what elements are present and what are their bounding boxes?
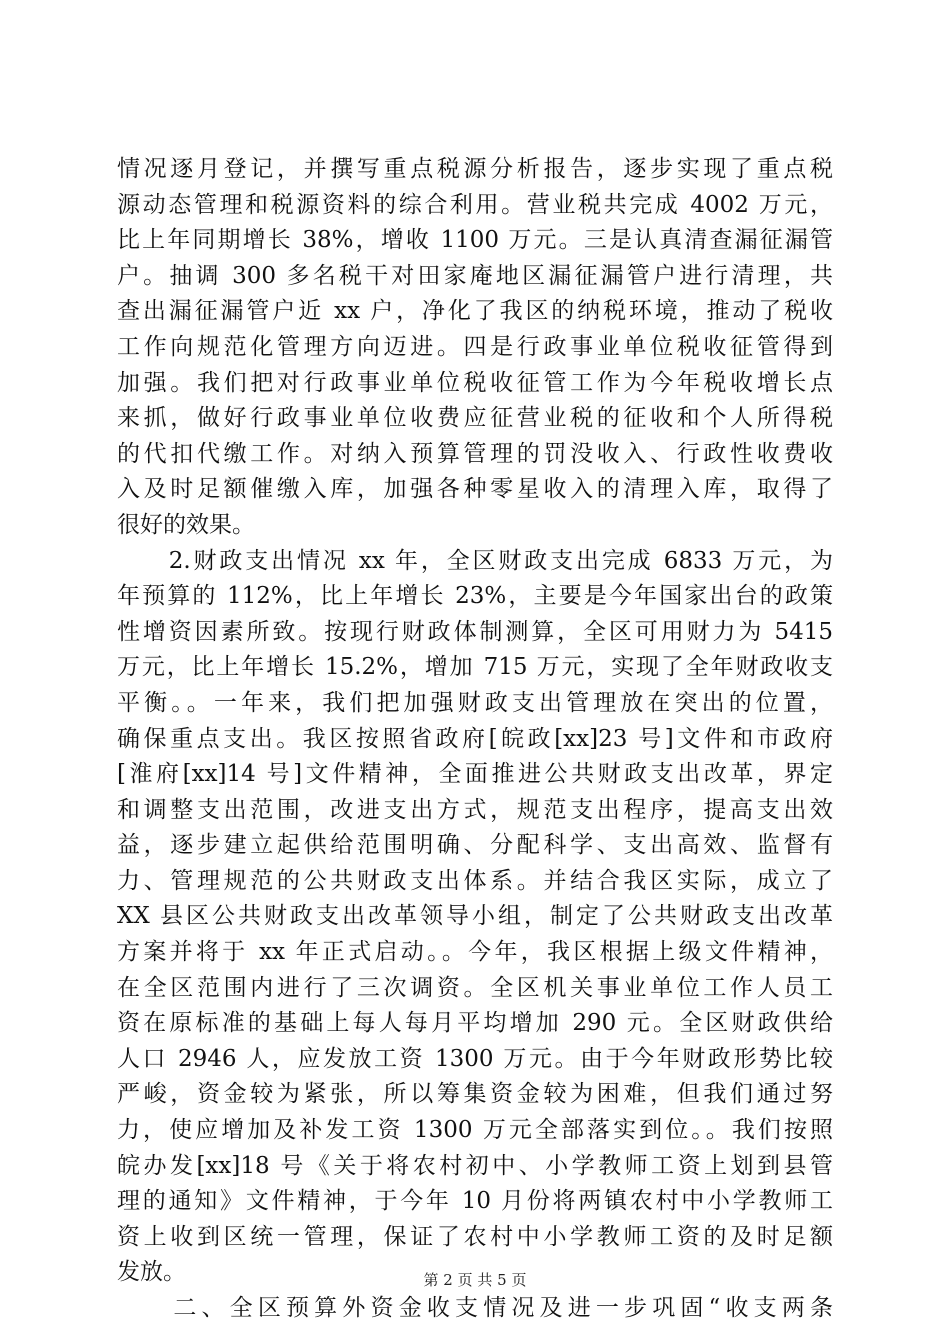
text-line: 查出漏征漏管户近 xx 户，净化了我区的纳税环境，推动了税收 bbox=[117, 298, 833, 325]
text-line: 力，使应增加及补发工资 1300 万元全部落实到位。。我们按照 bbox=[117, 1117, 833, 1144]
text-line: 性增资因素所致。按现行财政体制测算，全区可用财力为 5415 bbox=[117, 618, 833, 645]
text-line: 很好的效果。 bbox=[117, 511, 255, 538]
text-line: 工作向规范化管理方向迈进。四是行政事业单位税收征管得到 bbox=[117, 333, 833, 360]
text-line: 益，逐步建立起供给范围明确、分配科学、支出高效、监督有 bbox=[117, 832, 833, 859]
text-line: 资上收到区统一管理，保证了农村中小学教师工资的及时足额 bbox=[117, 1223, 833, 1250]
text-line: 平衡。。一年来，我们把加强财政支出管理放在突出的位置， bbox=[117, 689, 833, 716]
text-line: 情况逐月登记，并撰写重点税源分析报告，逐步实现了重点税 bbox=[117, 156, 833, 182]
text-line: 理的通知》文件精神，于今年 10 月份将两镇农村中小学教师工 bbox=[117, 1188, 833, 1215]
page-footer: 第 2 页 共 5 页 bbox=[423, 1271, 527, 1289]
text-line: 来抓，做好行政事业单位收费应征营业税的征收和个人所得税 bbox=[117, 405, 833, 432]
text-line: 二、全区预算外资金收支情况及进一步巩固“收支两条 bbox=[117, 1295, 833, 1321]
document-body bbox=[117, 152, 833, 1327]
text-line: 入及时足额催缴入库，加强各种零星收入的清理入库，取得了 bbox=[117, 476, 833, 503]
text-line: 皖办发[xx]18 号《关于将农村初中、小学教师工资上划到县管 bbox=[117, 1152, 833, 1179]
text-line: 严峻，资金较为紧张，所以筹集资金较为困难，但我们通过努 bbox=[117, 1081, 833, 1108]
text-line: 年预算的 112%，比上年增长 23%，主要是今年国家出台的政策 bbox=[117, 583, 833, 610]
text-line: 户。抽调 300 多名税干对田家庵地区漏征漏管户进行清理，共 bbox=[117, 262, 833, 289]
text-line: 在全区范围内进行了三次调资。全区机关事业单位工作人员工 bbox=[117, 974, 833, 1001]
text-line: [淮府[xx]14 号]文件精神，全面推进公共财政支出改革，界定 bbox=[117, 761, 833, 788]
text-line: 资在原标准的基础上每人每月平均增加 290 元。全区财政供给 bbox=[117, 1010, 833, 1037]
text-line: 2.财政支出情况 xx 年，全区财政支出完成 6833 万元，为 bbox=[117, 547, 833, 574]
text-line: 方案并将于 xx 年正式启动。。今年，我区根据上级文件精神， bbox=[117, 939, 833, 966]
text-line: 比上年同期增长 38%，增收 1100 万元。三是认真清查漏征漏管 bbox=[117, 227, 833, 254]
text-line: 发放。 bbox=[117, 1259, 186, 1286]
text-line: XX 县区公共财政支出改革领导小组，制定了公共财政支出改革 bbox=[117, 903, 833, 930]
text-line: 万元，比上年增长 15.2%，增加 715 万元，实现了全年财政收支 bbox=[117, 654, 833, 681]
text-line: 人口 2946 人，应发放工资 1300 万元。由于今年财政形势比较 bbox=[117, 1045, 833, 1072]
text-line: 加强。我们把对行政事业单位税收征管工作为今年税收增长点 bbox=[117, 369, 833, 396]
text-line: 确保重点支出。我区按照省政府[皖政[xx]23 号]文件和市政府 bbox=[117, 725, 833, 752]
text-line: 源动态管理和税源资料的综合利用。营业税共完成 4002 万元， bbox=[117, 191, 833, 218]
text-line: 和调整支出范围，改进支出方式，规范支出程序，提高支出效 bbox=[117, 796, 833, 823]
text-line: 力、管理规范的公共财政支出体系。并结合我区实际，成立了 bbox=[117, 867, 833, 894]
text-line: 的代扣代缴工作。对纳入预算管理的罚没收入、行政性收费收 bbox=[117, 440, 833, 467]
